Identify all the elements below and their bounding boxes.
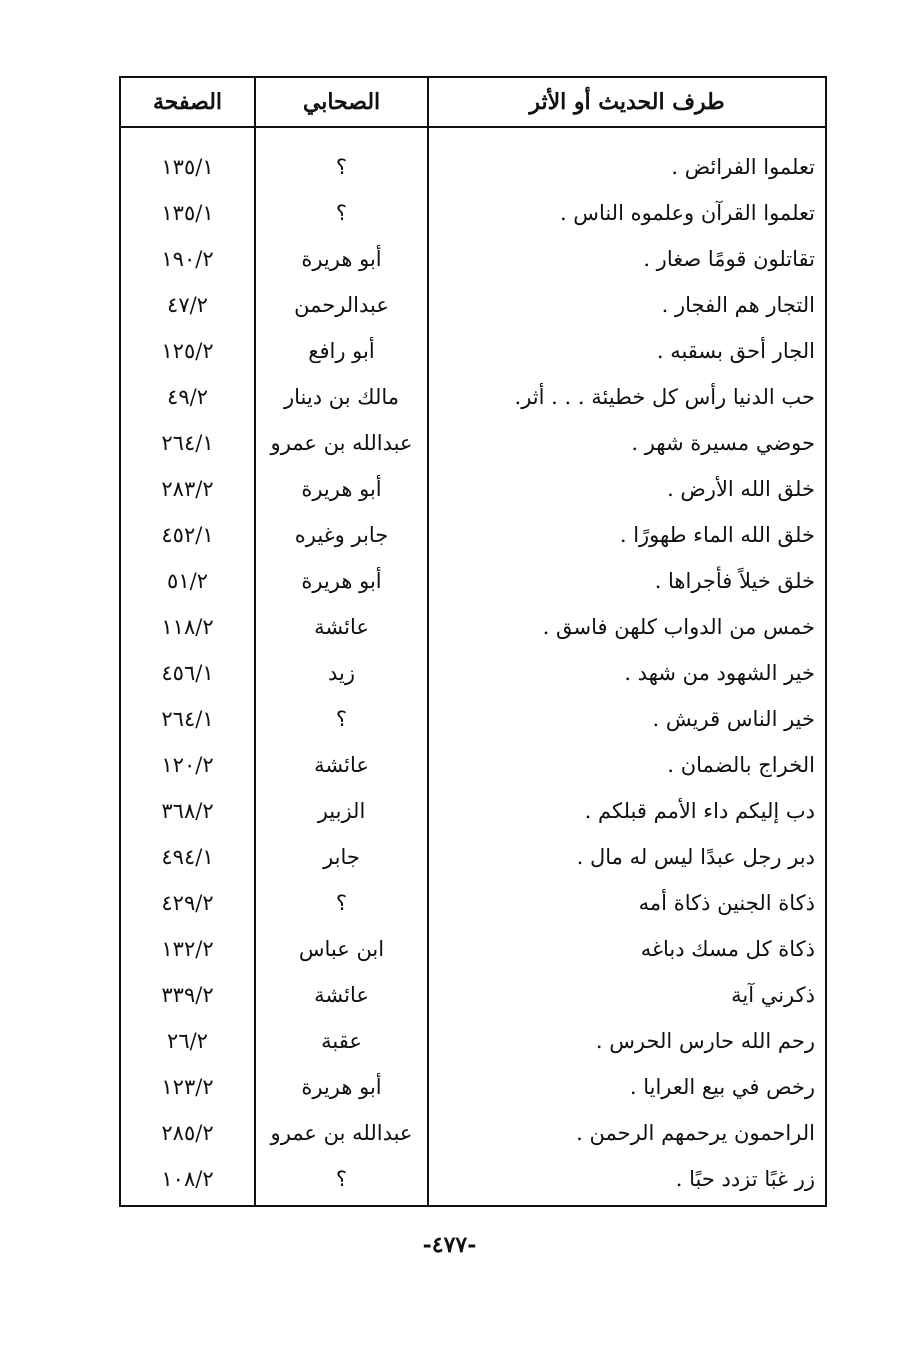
table-row <box>121 190 825 236</box>
table-row <box>121 420 825 466</box>
hadith-text: خلق خيلاً فأجراها . <box>654 569 815 593</box>
hadith-text: زر غبًا تزدد حبًا . <box>675 1167 815 1191</box>
page-ref: ١٢٠/٢ <box>161 753 214 777</box>
page-ref: ٢٦٤/١ <box>161 431 214 455</box>
table-row <box>121 1156 825 1202</box>
table-row <box>121 282 825 328</box>
table-row <box>121 880 825 926</box>
sahabi-name: أبو هريرة <box>301 247 382 271</box>
hadith-text: الخراج بالضمان . <box>667 753 815 777</box>
table-row <box>121 144 825 190</box>
page-ref: ٤٥٢/١ <box>161 523 214 547</box>
sahabi-name: عائشة <box>314 983 369 1007</box>
page-ref: ١٢٣/٢ <box>161 1075 214 1099</box>
page-ref: ٤٢٩/٢ <box>161 891 214 915</box>
header-divider <box>121 126 825 128</box>
table-row <box>121 972 825 1018</box>
sahabi-name: عائشة <box>314 615 369 639</box>
page-number: -٤٧٧- <box>422 1232 477 1258</box>
page-ref: ٥١/٢ <box>167 569 208 593</box>
sahabi-name: أبو هريرة <box>301 569 382 593</box>
sahabi-name: ؟ <box>335 155 348 179</box>
sahabi-name: ؟ <box>335 891 348 915</box>
page-ref: ١٢٥/٢ <box>161 339 214 363</box>
hadith-text: ذكرني آية <box>731 983 815 1007</box>
page-ref: ٣٦٨/٢ <box>161 799 214 823</box>
hadith-text: التجار هم الفجار . <box>661 293 815 317</box>
hadith-text: حب الدنيا رأس كل خطيئة . . . أثر. <box>514 385 815 409</box>
table-row <box>121 604 825 650</box>
hadith-text: حوضي مسيرة شهر . <box>631 431 815 455</box>
hadith-text: ذكاة الجنين ذكاة أمه <box>638 891 815 915</box>
page-ref: ٢٨٣/٢ <box>161 477 214 501</box>
page-ref: ١٣٥/١ <box>161 201 214 225</box>
header-sahabi: الصحابي <box>302 89 381 115</box>
hadith-text: تعلموا القرآن وعلموه الناس . <box>559 201 815 225</box>
page-ref: ١٣٥/١ <box>161 155 214 179</box>
header-page: الصفحة <box>152 89 223 115</box>
sahabi-name: مالك بن دينار <box>284 385 399 409</box>
page-ref: ٢٦/٢ <box>167 1029 208 1053</box>
header-hadith: طرف الحديث أو الأثر <box>529 89 725 115</box>
sahabi-name: أبو هريرة <box>301 477 382 501</box>
table-row <box>121 926 825 972</box>
page-ref: ٢٨٥/٢ <box>161 1121 214 1145</box>
page-ref: ٤٩/٢ <box>167 385 208 409</box>
hadith-text: خير الشهود من شهد . <box>624 661 815 685</box>
sahabi-name: ؟ <box>335 707 348 731</box>
sahabi-name: عقبة <box>321 1029 362 1053</box>
page-ref: ١٩٠/٢ <box>161 247 214 271</box>
hadith-text: الراحمون يرحمهم الرحمن . <box>576 1121 815 1145</box>
sahabi-name: عبدالله بن عمرو <box>270 1121 413 1145</box>
table-row <box>121 466 825 512</box>
hadith-text: خلق الله الماء طهورًا . <box>619 523 815 547</box>
table-row <box>121 558 825 604</box>
sahabi-name: ؟ <box>335 1167 348 1191</box>
hadith-text: خلق الله الأرض . <box>667 477 815 501</box>
hadith-text: الجار أحق بسقبه . <box>656 339 815 363</box>
table-row <box>121 696 825 742</box>
sahabi-name: جابر <box>323 845 360 869</box>
page-ref: ١١٨/٢ <box>161 615 214 639</box>
table-row <box>121 742 825 788</box>
table-row <box>121 236 825 282</box>
table-body <box>121 144 825 1202</box>
table-row <box>121 512 825 558</box>
hadith-text: دب إليكم داء الأمم قبلكم . <box>584 799 815 823</box>
sahabi-name: جابر وغيره <box>294 523 389 547</box>
hadith-text: دبر رجل عبدًا ليس له مال . <box>576 845 815 869</box>
hadith-text: ذكاة كل مسك دباغه <box>640 937 815 961</box>
sahabi-name: الزبير <box>317 799 366 823</box>
page-ref: ٤٧/٢ <box>167 293 208 317</box>
page-ref: ٣٣٩/٢ <box>161 983 214 1007</box>
hadith-text: خير الناس قريش . <box>652 707 815 731</box>
page-ref: ٢٦٤/١ <box>161 707 214 731</box>
table-row <box>121 834 825 880</box>
sahabi-name: ؟ <box>335 201 348 225</box>
table-row <box>121 1110 825 1156</box>
hadith-text: تعلموا الفرائض . <box>671 155 815 179</box>
sahabi-name: عبدالرحمن <box>294 293 389 317</box>
hadith-text: رحم الله حارس الحرس . <box>595 1029 815 1053</box>
page-ref: ٤٩٤/١ <box>161 845 214 869</box>
table-row <box>121 650 825 696</box>
sahabi-name: عائشة <box>314 753 369 777</box>
table-row <box>121 328 825 374</box>
table-row <box>121 374 825 420</box>
table-row <box>121 788 825 834</box>
page-ref: ١٣٢/٢ <box>161 937 214 961</box>
sahabi-name: أبو هريرة <box>301 1075 382 1099</box>
hadith-text: رخص في بيع العرايا . <box>629 1075 815 1099</box>
hadith-text: تقاتلون قومًا صغار . <box>643 247 815 271</box>
page-ref: ٤٥٦/١ <box>161 661 214 685</box>
sahabi-name: زيد <box>328 661 356 685</box>
hadith-index-table <box>119 76 827 1207</box>
table-row <box>121 1018 825 1064</box>
page-ref: ١٠٨/٢ <box>161 1167 214 1191</box>
sahabi-name: عبدالله بن عمرو <box>270 431 413 455</box>
sahabi-name: ابن عباس <box>298 937 385 961</box>
sahabi-name: أبو رافع <box>308 339 375 363</box>
table-row <box>121 1064 825 1110</box>
hadith-text: خمس من الدواب كلهن فاسق . <box>542 615 815 639</box>
